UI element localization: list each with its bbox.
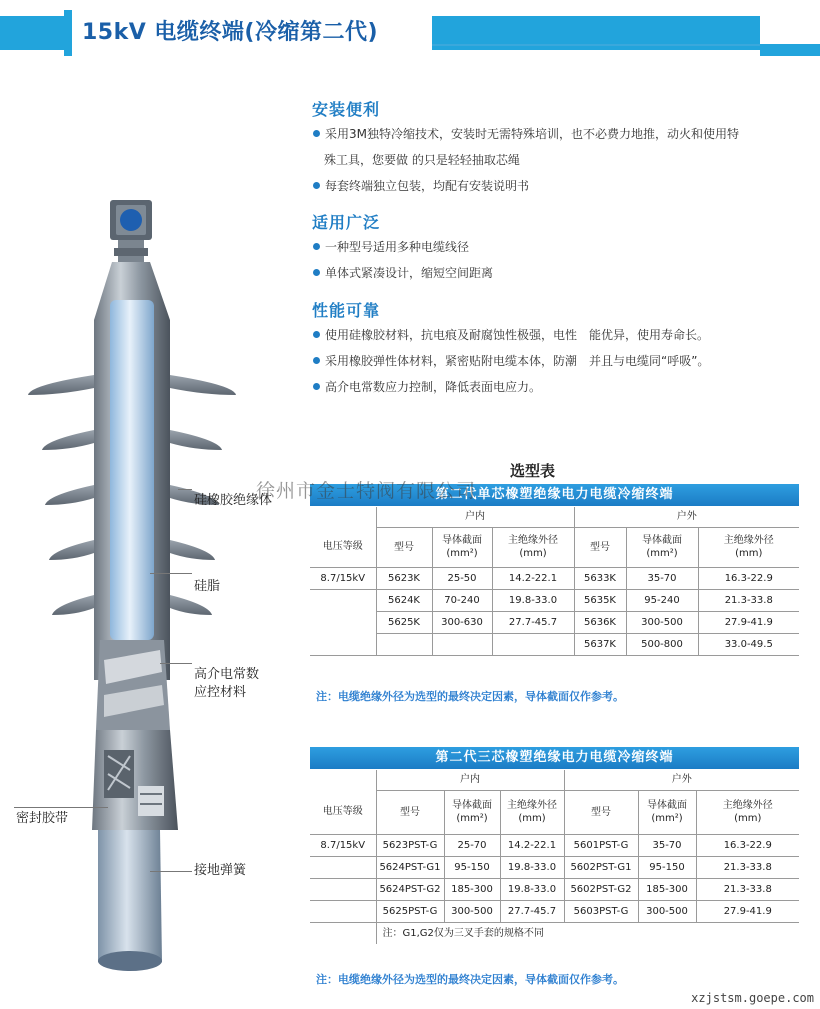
table1-col-voltage: 电压等级 [310,527,376,567]
bullet-installation-2: 每套终端独立包装，均配有安装说明书 [313,173,783,199]
table1-col-od-outdoor: 主绝缘外径 (mm) [698,527,799,567]
leader-ground-spring [150,871,192,872]
table2-col-od-indoor: 主绝缘外径 (mm) [500,790,564,834]
bullet-applicability-2: 单体式紧凑设计，缩短空间距离 [313,260,783,286]
section-title-performance: 性能可靠 [312,301,381,320]
table2-caption: 第二代三芯橡塑绝缘电力电缆冷缩终端 [310,747,799,769]
table1-col-od-indoor: 主绝缘外径 (mm) [492,527,574,567]
bullet-performance-2: 采用橡胶弹性体材料，紧密贴附电缆本体，防潮 并且与电缆同“呼吸”。 [313,348,783,374]
label-silicone-grease: 硅脂 [194,579,221,594]
table-cell: 5601PST-G [564,834,638,856]
watermark-company: 徐州市金士特阀有限公司 [256,480,477,502]
page-title: 15kV 电缆终端(冷缩第二代) [82,20,379,45]
table-row [310,856,799,878]
table-cell: 95-150 [638,856,696,878]
table-cell: 33.0-49.5 [698,633,799,655]
table-cell: 5603PST-G [564,900,638,922]
table-cell: 300-500 [444,900,500,922]
bullet-dot-icon [313,357,320,364]
table-cell: 35-70 [638,834,696,856]
table-row [310,834,799,856]
table2-group-outdoor: 户外 [564,770,799,790]
table-row [310,589,799,611]
table-cell: 300-500 [626,611,698,633]
cable-termination-illustration [0,190,300,990]
table1-col-section-outdoor: 导体截面 (mm²) [626,527,698,567]
table-cell: 70-240 [432,589,492,611]
table-cell: 27.9-41.9 [696,900,799,922]
bullet-applicability-1: 一种型号适用多种电缆线径 [313,234,783,260]
bullet-dot-icon [313,243,320,250]
table1-col-model-indoor: 型号 [376,527,432,567]
table-cell: 185-300 [638,878,696,900]
leader-sealing-tape [14,807,108,808]
table2 [310,770,799,944]
bullet-installation-1-cont: 殊工具，您要做 的只是轻轻抽取芯绳 [324,153,520,167]
table2-col-voltage: 电压等级 [310,790,376,834]
table-cell: 21.3-33.8 [696,856,799,878]
table1-voltage: 8.7/15kV [310,567,376,589]
bullet-dot-icon [313,331,320,338]
table-cell [492,633,574,655]
table-cell: 185-300 [444,878,500,900]
table-row [310,611,799,633]
table-cell: 19.8-33.0 [500,856,564,878]
table2-col-section-outdoor: 导体截面 (mm²) [638,790,696,834]
table1-col-section-indoor: 导体截面 (mm²) [432,527,492,567]
table-row [310,567,799,589]
table-cell: 5602PST-G1 [564,856,638,878]
table-cell: 5633K [574,567,626,589]
table1-caption: 第二代单芯橡塑绝缘电力电缆冷缩终端 [310,484,799,506]
table2-voltage: 8.7/15kV [310,834,376,856]
table2-footnote: 注：G1,G2仅为三叉手套的规格不同 [376,922,799,944]
table-cell: 300-500 [638,900,696,922]
table-row [310,633,799,655]
label-sealing-tape: 密封胶带 [16,811,69,826]
bullet-dot-icon [313,130,320,137]
table-cell: 19.8-33.0 [500,878,564,900]
table-cell: 16.3-22.9 [696,834,799,856]
bullet-performance-1: 使用硅橡胶材料，抗电痕及耐腐蚀性极强，电性 能优异，使用寿命长。 [313,322,783,348]
table-cell [432,633,492,655]
section-title-installation: 安装便利 [312,100,381,119]
table-cell: 25-70 [444,834,500,856]
table-cell: 5624PST-G1 [376,856,444,878]
table2-col-model-indoor: 型号 [376,790,444,834]
table-cell: 300-630 [432,611,492,633]
table1-group-indoor: 户内 [376,507,574,527]
table-cell: 5637K [574,633,626,655]
table-cell: 500-800 [626,633,698,655]
label-stress-control-2: 应控材料 [194,685,247,700]
table2-group-indoor: 户内 [376,770,564,790]
table-cell: 5624K [376,589,432,611]
selection-table-title: 选型表 [510,462,556,480]
table-row [310,900,799,922]
table-cell: 14.2-22.1 [500,834,564,856]
table2-note: 注：电缆绝缘外径为选型的最终决定因素，导体截面仅作参考。 [316,973,624,986]
table-cell: 14.2-22.1 [492,567,574,589]
leader-stress-control [160,663,192,664]
table-cell: 16.3-22.9 [698,567,799,589]
table-cell: 5623PST-G [376,834,444,856]
table-cell: 5602PST-G2 [564,878,638,900]
table2-col-model-outdoor: 型号 [564,790,638,834]
table-cell: 35-70 [626,567,698,589]
table2-col-section-indoor: 导体截面 (mm²) [444,790,500,834]
table-cell: 21.3-33.8 [696,878,799,900]
table-cell [376,633,432,655]
table1-note: 注：电缆绝缘外径为选型的最终决定因素，导体截面仅作参考。 [316,690,624,703]
table2-col-od-outdoor: 主绝缘外径 (mm) [696,790,799,834]
table-cell: 25-50 [432,567,492,589]
table-cell: 5625K [376,611,432,633]
table-cell: 5624PST-G2 [376,878,444,900]
label-ground-spring: 接地弹簧 [194,863,247,878]
table1 [310,507,799,656]
table-cell: 27.9-41.9 [698,611,799,633]
bullet-installation-1: 采用3M独特冷缩技术，安装时无需特殊培训，也不必费力地推，动火和使用特 [313,121,783,147]
bullet-dot-icon [313,383,320,390]
table-cell: 95-240 [626,589,698,611]
bullet-performance-3: 高介电常数应力控制，降低表面电应力。 [313,374,783,400]
table-cell: 5623K [376,567,432,589]
leader-silicone-insulator [178,489,192,490]
section-title-applicability: 适用广泛 [312,213,381,232]
table-cell: 5635K [574,589,626,611]
table-cell: 27.7-45.7 [492,611,574,633]
table-cell: 27.7-45.7 [500,900,564,922]
bullet-dot-icon [313,182,320,189]
table-cell: 19.8-33.0 [492,589,574,611]
table-cell: 5636K [574,611,626,633]
label-silicone-insulator: 硅橡胶绝缘体 [194,493,273,508]
table-row [310,878,799,900]
site-url: xzjstsm.goepe.com [691,991,814,1005]
table-cell: 21.3-33.8 [698,589,799,611]
leader-silicone-grease [150,573,192,574]
table1-col-model-outdoor: 型号 [574,527,626,567]
table-cell: 95-150 [444,856,500,878]
table1-group-outdoor: 户外 [574,507,799,527]
header-rule [432,44,760,46]
header-stripe [64,10,72,56]
bullet-dot-icon [313,269,320,276]
label-stress-control-1: 高介电常数 [194,667,260,682]
table-cell: 5625PST-G [376,900,444,922]
header-tail [760,44,820,56]
